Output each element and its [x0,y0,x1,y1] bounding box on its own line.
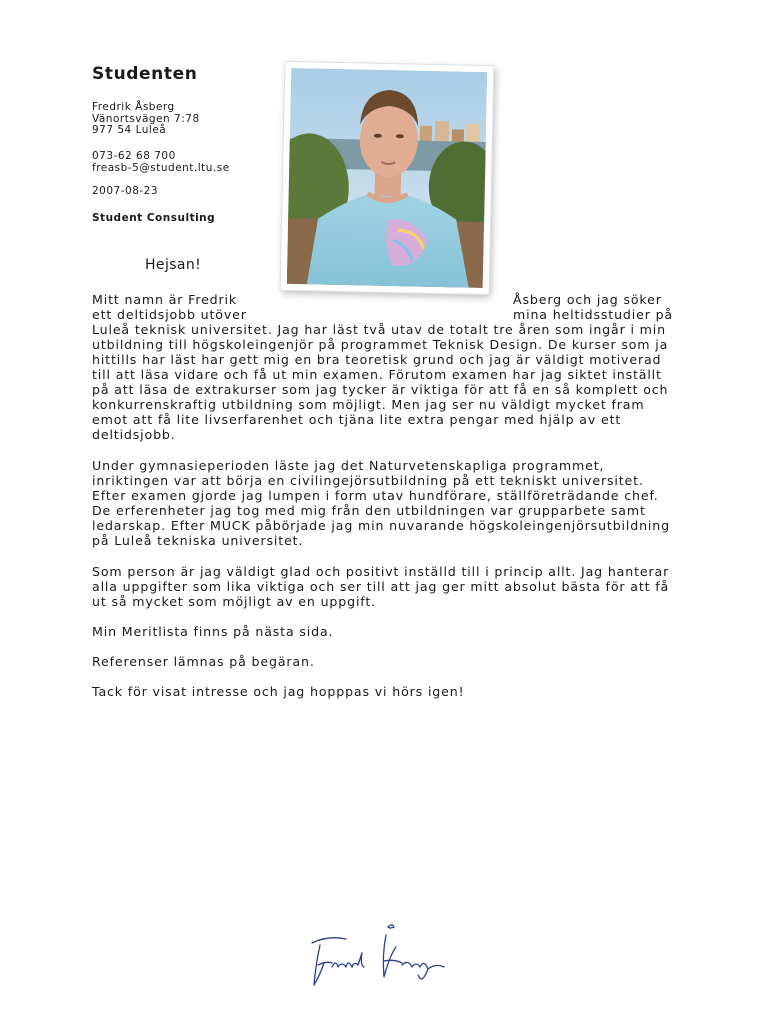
text-line: Under gymnasieperioden läste jag det Naturvetenskapliga programmet, [92,458,605,473]
signature [298,915,468,1005]
contact-block [92,102,200,137]
text-line: Åsberg och jag söker [513,292,662,307]
text-line: ett deltidsjobb utöver [92,307,247,322]
merit-note: Min Meritlista finns på nästa sida. [92,624,334,639]
sender-email: freasb-5@student.ltu.se [92,161,230,174]
contact-details [92,151,230,174]
text-line: De erferenheter jag tog med mig från den utbildningen var grupparbete samt [92,503,646,518]
text-line: emot att få lite livserfarenhet och tjäna lite extra pengar med hjälp av ett [92,412,622,427]
page-title: Studenten [92,64,198,84]
portrait-photo [281,62,494,294]
text-line: hittills har läst har gett mig en bra teoretisk grund och jag är väldigt motiverad [92,352,662,367]
portrait-image [287,68,487,288]
text-line: Luleå teknisk universitet. Jag har läst två utav de totalt tre åren som ingår i min [92,322,666,337]
text-line: konkurrenskraftig utbildning som möjligt. Men jag ser nu väldigt mycket fram [92,397,645,412]
text-line: till att läsa vidare och få ut min examen. Förutom examen har jag siktet inställt [92,367,662,382]
text-line: på att läsa de extrakurser som jag tycker är viktiga för att få en så komplett och [92,382,669,397]
text-line: utbildning till högskoleingenjör på programmet Teknisk Design. De kurser som ja [92,337,669,352]
text-line: Som person är jag väldigt glad och positivt inställd till i princip allt. Jag hanterar [92,564,670,579]
greeting: Hejsan! [145,257,202,273]
closing-line: Tack för visat intresse och jag hopppas vi hörs igen! [92,684,465,699]
sender-name: Fredrik Åsberg [92,101,175,113]
text-line: på Luleå tekniska universitet. [92,533,304,548]
text-line: inriktingen var att börja en civilingejörsutbildning på ett tekniskt universitet. [92,473,644,488]
text-line: deltidsjobb. [92,427,176,442]
text-line: Efter examen gjorde jag lumpen i form utav hundförare, ställföreträdande chef. [92,488,659,503]
letter-date: 2007-08-23 [92,185,159,197]
sender-phone: 073-62 68 700 [92,150,176,162]
text-line: ledarskap. Efter MUCK påbörjade jag min nuvarande högskoleingenjörsutbildning [92,518,670,533]
sender-street: Vänortsvägen 7:78 [92,112,200,125]
text-line: mina heltidsstudier på [513,307,674,322]
text-line: Mitt namn är Fredrik [92,292,238,307]
recipient-company: Student Consulting [92,212,216,224]
sender-city: 977 54 Luleå [92,124,167,136]
references-note: Referenser lämnas på begäran. [92,654,315,669]
text-line: ut så mycket som möjligt av en uppgift. [92,594,376,609]
text-line: alla uppgifter som lika viktiga och ser till att jag ger mitt absolut bästa för att få [92,579,670,594]
